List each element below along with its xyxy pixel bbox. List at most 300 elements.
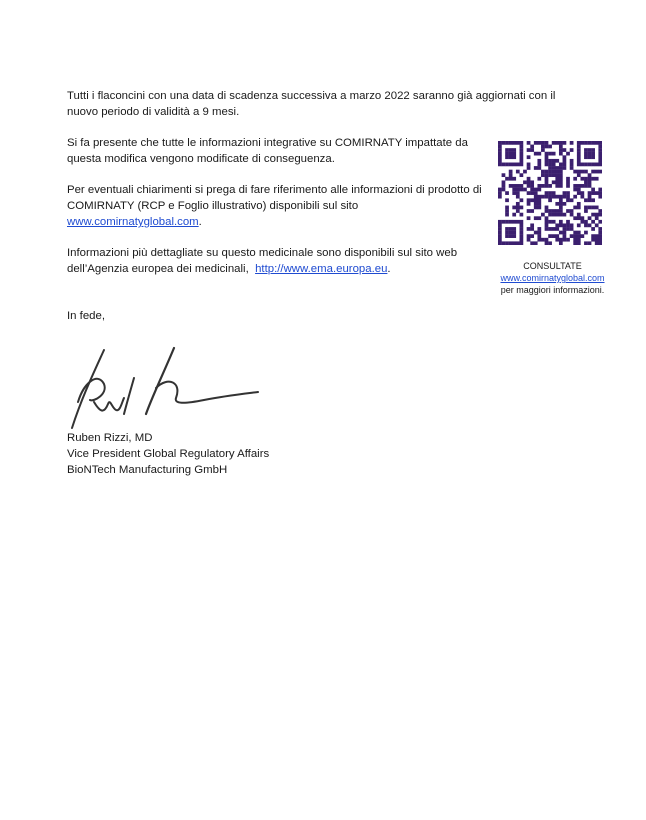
qr-module [563,202,567,206]
qr-module [505,148,509,152]
qr-module [516,209,520,213]
qr-module [520,206,524,210]
qr-module [584,180,588,184]
qr-module [591,198,595,202]
qr-module [570,166,574,170]
qr-module [588,216,592,220]
qr-module [552,166,556,170]
qr-module [534,195,538,199]
qr-module [537,206,541,210]
qr-module [530,191,534,195]
qr-module [555,234,559,238]
qr-module [588,191,592,195]
qr-module [595,238,599,242]
qr-module [545,238,549,242]
qr-module [577,206,581,210]
qr-module [573,238,577,242]
qr-module [512,206,516,210]
qr-module [512,241,516,245]
qr-module [591,141,595,145]
qr-module [577,184,581,188]
qr-module [552,234,556,238]
qr-module [498,234,502,238]
qr-module [530,241,534,245]
qr-module [570,148,574,152]
qr-module [530,223,534,227]
qr-module [559,231,563,235]
qr-module [559,152,563,156]
qr-module [498,238,502,242]
qr-module [591,234,595,238]
qr-module [555,141,559,145]
qr-module [559,141,563,145]
qr-module [498,163,502,167]
qr-module [545,206,549,210]
qr-module [537,195,541,199]
qr-module [505,241,509,245]
qr-module [530,148,534,152]
qr-module [509,184,513,188]
qr-module [577,148,581,152]
qr-module [591,163,595,167]
qr-module [520,223,524,227]
qr-module [598,159,602,163]
qr-module [545,227,549,231]
qr-module [505,191,509,195]
qr-module [563,159,567,163]
qr-module [527,191,531,195]
qr-module [548,198,552,202]
paragraph-clarifications-text: Per eventuali chiarimenti si prega di fare riferimento alle informazioni di prodotto di COMIRNATY (RCP e Foglio illustrativo) disponibili sul sito [67,184,482,212]
qr-module [498,141,502,145]
qr-module [563,155,567,159]
qr-module [552,152,556,156]
qr-module [548,191,552,195]
qr-module [516,241,520,245]
qr-module [573,188,577,192]
qr-module [573,216,577,220]
qr-module [537,202,541,206]
qr-module [566,198,570,202]
qr-module [545,209,549,213]
paragraph-info-update: Si fa presente che tutte le informazioni integrative su COMIRNATY impattate da questa modifica vengono modificate di conseguenza. [67,137,468,165]
comirnaty-global-link[interactable]: www.comirnatyglobal.com [67,216,199,228]
qr-module [520,231,524,235]
qr-module [520,213,524,217]
qr-module [541,195,545,199]
qr-module [588,148,592,152]
qr-module [537,159,541,163]
qr-module [580,170,584,174]
qr-module [520,220,524,224]
qr-module [573,184,577,188]
qr-module [570,223,574,227]
qr-module [534,198,538,202]
qr-caption-link[interactable]: www.comirnatyglobal.com [500,273,605,283]
qr-module [584,141,588,145]
qr-module [505,213,509,217]
qr-module [520,163,524,167]
qr-module [595,141,599,145]
qr-module [541,141,545,145]
qr-module [573,195,577,199]
qr-module [545,152,549,156]
qr-module [563,234,567,238]
qr-module [545,191,549,195]
qr-module [591,155,595,159]
qr-module [541,145,545,149]
qr-module [527,180,531,184]
paragraph-clarifications-end: . [198,216,202,228]
qr-module [512,177,516,181]
qr-module [512,213,516,217]
qr-module [555,227,559,231]
qr-module [588,180,592,184]
qr-module [527,216,531,220]
qr-module [512,231,516,235]
qr-module [591,238,595,242]
qr-module [509,155,513,159]
qr-module [516,163,520,167]
qr-module [573,231,577,235]
qr-module [573,241,577,245]
qr-module [527,141,531,145]
qr-module [502,188,506,192]
qr-module [537,184,541,188]
qr-module [573,234,577,238]
qr-module [545,159,549,163]
qr-module [527,209,531,213]
qr-module [548,184,552,188]
qr-module [534,206,538,210]
qr-module [552,180,556,184]
qr-module [559,184,563,188]
qr-module [595,163,599,167]
qr-module [545,180,549,184]
qr-module [530,180,534,184]
qr-module [534,188,538,192]
qr-module [541,213,545,217]
qr-module [520,173,524,177]
qr-module [555,159,559,163]
qr-module [563,213,567,217]
qr-module [580,184,584,188]
qr-module [502,220,506,224]
qr-module [595,191,599,195]
qr-module [580,220,584,224]
qr-module [498,155,502,159]
qr-module [498,223,502,227]
qr-module [595,223,599,227]
qr-module [577,141,581,145]
qr-module [584,206,588,210]
qr-module [534,191,538,195]
qr-module [520,141,524,145]
qr-module [584,241,588,245]
qr-module [512,155,516,159]
qr-module [559,209,563,213]
qr-module [548,220,552,224]
qr-module [541,238,545,242]
qr-module [545,184,549,188]
qr-module [559,220,563,224]
qr-module [545,216,549,220]
qr-module [527,227,531,231]
qr-module [512,220,516,224]
qr-module [584,163,588,167]
qr-module [509,177,513,181]
qr-module [598,188,602,192]
qr-module [598,220,602,224]
qr-module [534,216,538,220]
qr-module [566,238,570,242]
qr-module [577,163,581,167]
qr-module [541,170,545,174]
qr-module [505,206,509,210]
qr-module [509,173,513,177]
qr-module [566,209,570,213]
qr-module [570,234,574,238]
qr-module [591,170,595,174]
qr-module [588,184,592,188]
qr-module [502,163,506,167]
qr-module [534,241,538,245]
qr-module [570,198,574,202]
qr-module [548,152,552,156]
qr-module [498,227,502,231]
qr-module [555,223,559,227]
qr-module [516,188,520,192]
qr-module [498,241,502,245]
signer-name: Ruben Rizzi, MD [67,432,153,444]
qr-module [563,227,567,231]
qr-module [498,152,502,156]
qr-module [563,223,567,227]
qr-module [555,209,559,213]
qr-module [552,159,556,163]
qr-module [595,170,599,174]
qr-module [577,213,581,217]
qr-module [559,177,563,181]
qr-module [534,152,538,156]
qr-module [541,173,545,177]
qr-module [559,173,563,177]
qr-module [566,184,570,188]
qr-module [545,195,549,199]
qr-module [512,184,516,188]
qr-module [512,152,516,156]
qr-module [588,195,592,199]
qr-module [584,155,588,159]
qr-module [595,234,599,238]
qr-module [505,198,509,202]
qr-module [591,188,595,192]
qr-module [498,195,502,199]
qr-module [588,241,592,245]
qr-module [516,184,520,188]
qr-module [523,170,527,174]
qr-module [530,184,534,188]
qr-module [527,202,531,206]
qr-module [537,198,541,202]
qr-module [591,191,595,195]
qr-module [552,163,556,167]
qr-module [509,231,513,235]
paragraph-ema-end: . [387,263,391,275]
qr-module [584,177,588,181]
qr-module [584,148,588,152]
qr-module [537,152,541,156]
qr-module [577,188,581,192]
qr-module [598,195,602,199]
qr-module [559,195,563,199]
qr-module [577,231,581,235]
qr-module [595,177,599,181]
qr-module [512,227,516,231]
qr-module [577,173,581,177]
qr-module [555,202,559,206]
qr-module [537,216,541,220]
qr-module [559,148,563,152]
qr-module [559,145,563,149]
qr-caption [480,260,625,296]
qr-module [552,170,556,174]
qr-module [520,198,524,202]
qr-module [588,155,592,159]
qr-module [598,213,602,217]
qr-caption-more-info: per maggiori informazioni. [500,285,605,295]
qr-module [527,234,531,238]
qr-module [588,152,592,156]
qr-module [580,163,584,167]
qr-module [545,163,549,167]
qr-module [537,227,541,231]
qr-module [563,148,567,152]
qr-module [559,213,563,217]
qr-module [516,202,520,206]
qr-module [505,227,509,231]
qr-module [498,145,502,149]
qr-module [534,141,538,145]
qr-module [527,238,531,242]
qr-module [555,180,559,184]
qr-module [527,155,531,159]
signer-block [67,430,269,478]
qr-caption-consultate: CONSULTATE [523,261,582,271]
qr-module [598,209,602,213]
qr-module [559,202,563,206]
qr-module [559,166,563,170]
qr-module [591,148,595,152]
qr-module [573,170,577,174]
qr-module [545,145,549,149]
qr-module [537,188,541,192]
qr-module [584,198,588,202]
qr-module [584,220,588,224]
qr-module [502,241,506,245]
qr-module [548,241,552,245]
qr-module [570,209,574,213]
qr-module [577,159,581,163]
qr-module [580,191,584,195]
qr-module [598,152,602,156]
qr-module [566,177,570,181]
qr-module [577,155,581,159]
qr-module [520,152,524,156]
qr-module [555,173,559,177]
qr-module [598,170,602,174]
qr-module [527,177,531,181]
qr-module [548,163,552,167]
qr-module [520,155,524,159]
qr-module [537,177,541,181]
qr-module [537,163,541,167]
qr-code[interactable] [498,141,602,245]
qr-module [566,191,570,195]
qr-module [530,188,534,192]
qr-module [548,166,552,170]
qr-module [545,141,549,145]
qr-module [595,241,599,245]
qr-module [577,223,581,227]
qr-module [534,202,538,206]
qr-module [588,163,592,167]
qr-module [520,238,524,242]
qr-module [555,170,559,174]
qr-module [509,234,513,238]
qr-module [555,238,559,242]
qr-module [520,227,524,231]
qr-module [527,163,531,167]
signer-title: Vice President Global Regulatory Affairs [67,448,270,460]
qr-module [559,180,563,184]
qr-module [548,145,552,149]
qr-module [505,231,509,235]
qr-module [552,173,556,177]
qr-module [591,227,595,231]
qr-module [559,170,563,174]
qr-module [537,141,541,145]
qr-module [588,198,592,202]
qr-module [502,184,506,188]
qr-module [516,191,520,195]
qr-module [498,231,502,235]
qr-module [520,184,524,188]
qr-module [555,184,559,188]
qr-module [527,166,531,170]
qr-module [591,213,595,217]
qr-module [595,206,599,210]
qr-module [591,220,595,224]
qr-module [552,220,556,224]
ema-link[interactable]: http://www.ema.europa.eu [255,263,388,275]
qr-module [530,145,534,149]
qr-module [530,198,534,202]
qr-module [577,234,581,238]
qr-module [530,234,534,238]
qr-module [527,148,531,152]
qr-module [505,163,509,167]
qr-module [520,234,524,238]
qr-module [552,227,556,231]
qr-module [548,209,552,213]
qr-module [552,191,556,195]
qr-module [498,148,502,152]
qr-module [570,227,574,231]
qr-module [502,180,506,184]
qr-module [548,195,552,199]
qr-module [598,145,602,149]
